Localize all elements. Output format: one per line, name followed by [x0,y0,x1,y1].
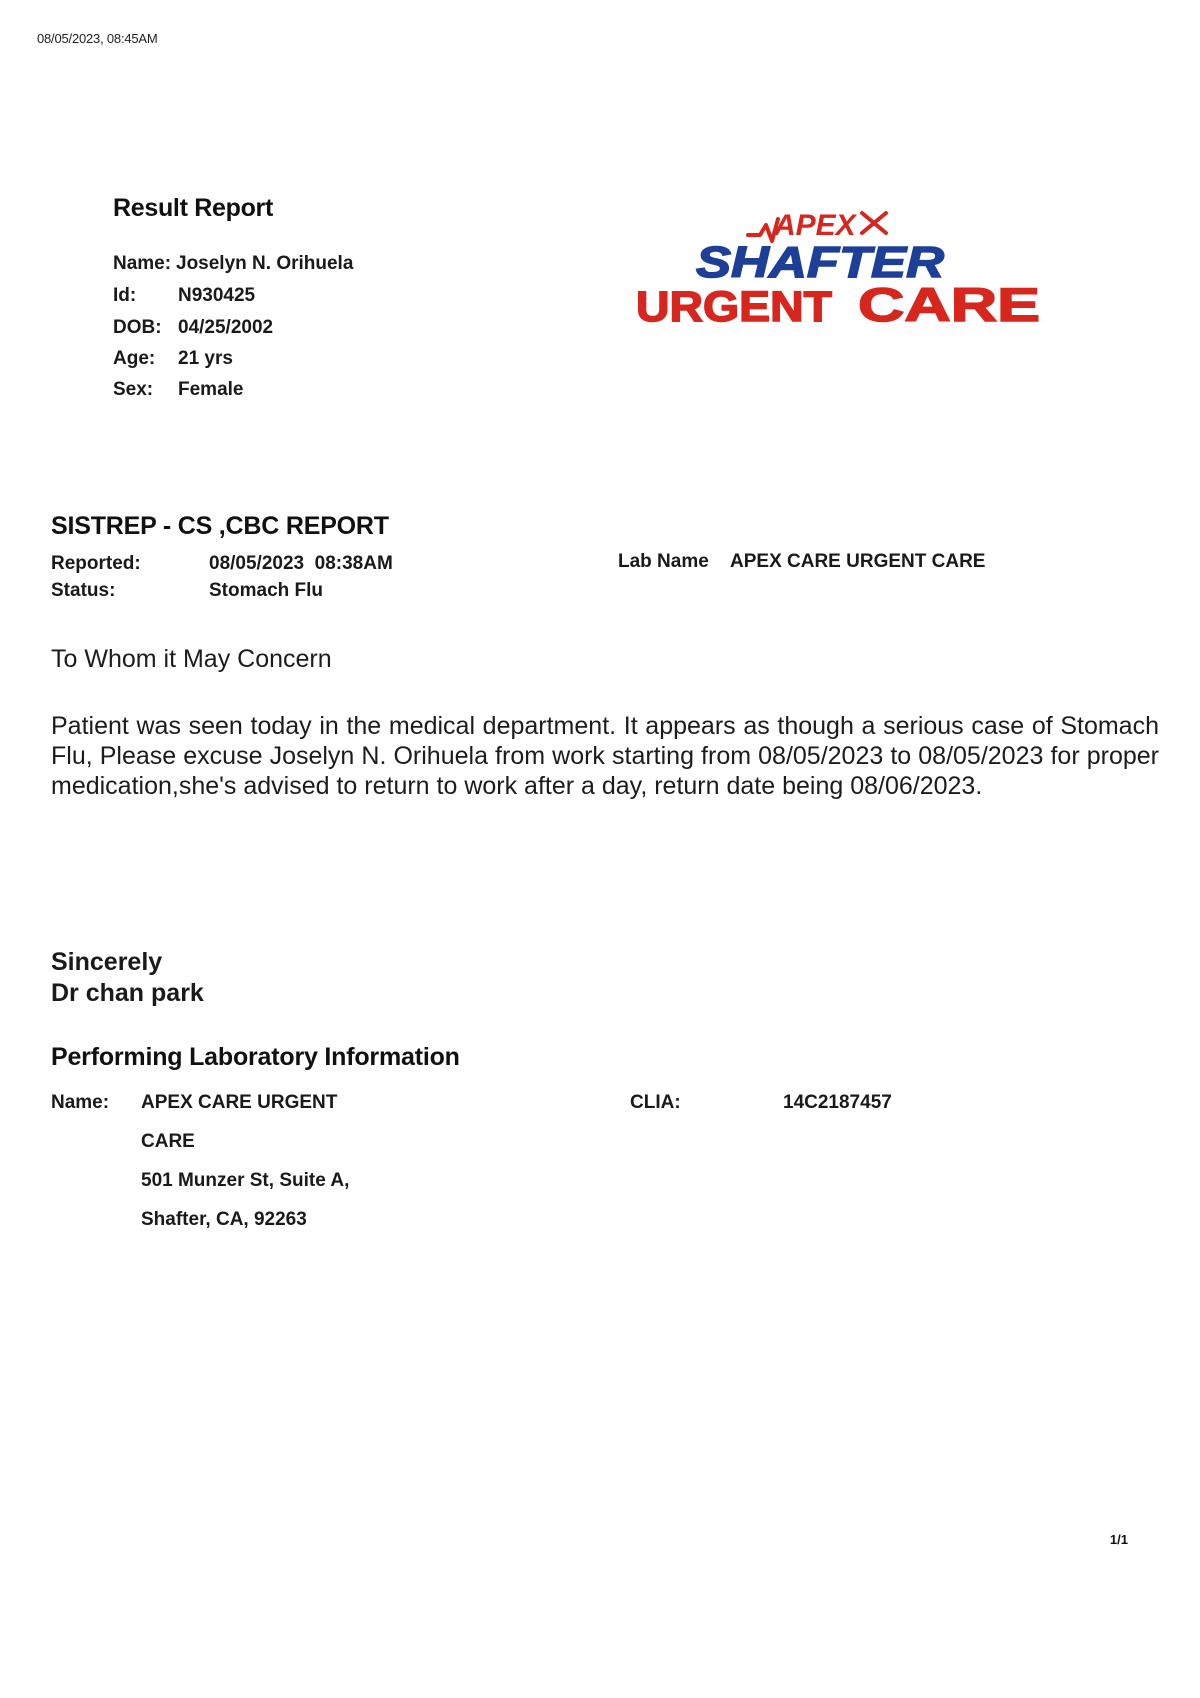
performing-lab-address-line2: Shafter, CA, 92263 [141,1209,307,1230]
apex-cross-mark [862,213,886,233]
status-value: Stomach Flu [209,580,324,601]
logo-apex-text: APEX [774,209,856,242]
page-number: 1/1 [1109,1532,1128,1547]
performing-lab-name-line2: CARE [141,1131,195,1152]
patient-dob-value: 04/25/2002 [178,317,274,338]
letter-signer: Dr chan park [51,979,204,1007]
print-timestamp: 08/05/2023, 08:45AM [37,31,158,46]
patient-sex-label: Sex: [113,379,154,400]
patient-age-value: 21 yrs [178,348,233,369]
patient-id-value: N930425 [178,285,256,306]
logo-shafter-text: SHAFTER [696,238,945,287]
logo-graphic [636,205,1056,330]
report-title: Result Report [113,194,274,222]
letter-salutation: To Whom it May Concern [51,645,332,673]
reported-label: Reported: [51,553,141,574]
letter-body: Patient was seen today in the medical department. It appears as though a serious case of Stomach Flu, Please excuse Joselyn N. Orihuela from work starting from 08/05/2023 to 08/05/2023 for proper medication,she's advised to return to work after a day, return date being 08/06/2023. [51,712,1159,800]
logo-urgent-text: URGENT [636,283,832,330]
lab-name-label: Lab Name [618,551,709,572]
clia-value: 14C2187457 [783,1092,892,1113]
performing-lab-address-line1: 501 Munzer St, Suite A, [141,1170,350,1191]
clia-label: CLIA: [630,1092,681,1113]
performing-lab-title: Performing Laboratory Information [51,1043,460,1071]
patient-id-label: Id: [113,285,137,306]
letter-closing: Sincerely [51,948,163,976]
lab-name-value: APEX CARE URGENT CARE [730,551,986,572]
reported-value: 08/05/2023 08:38AM [209,553,393,574]
report-section-title: SISTREP - CS ,CBC REPORT [51,512,389,540]
patient-dob-label: DOB: [113,317,162,338]
performing-lab-name-line1: APEX CARE URGENT [141,1092,338,1113]
status-label: Status: [51,580,116,601]
patient-name-label: Name: [113,253,172,274]
patient-sex-value: Female [178,379,244,400]
logo-care-text: CARE [858,278,1040,330]
performing-lab-name-label: Name: [51,1092,110,1113]
apex-shafter-urgent-care-logo [636,205,1056,330]
patient-name-value: Joselyn N. Orihuela [176,253,354,274]
patient-age-label: Age: [113,348,156,369]
